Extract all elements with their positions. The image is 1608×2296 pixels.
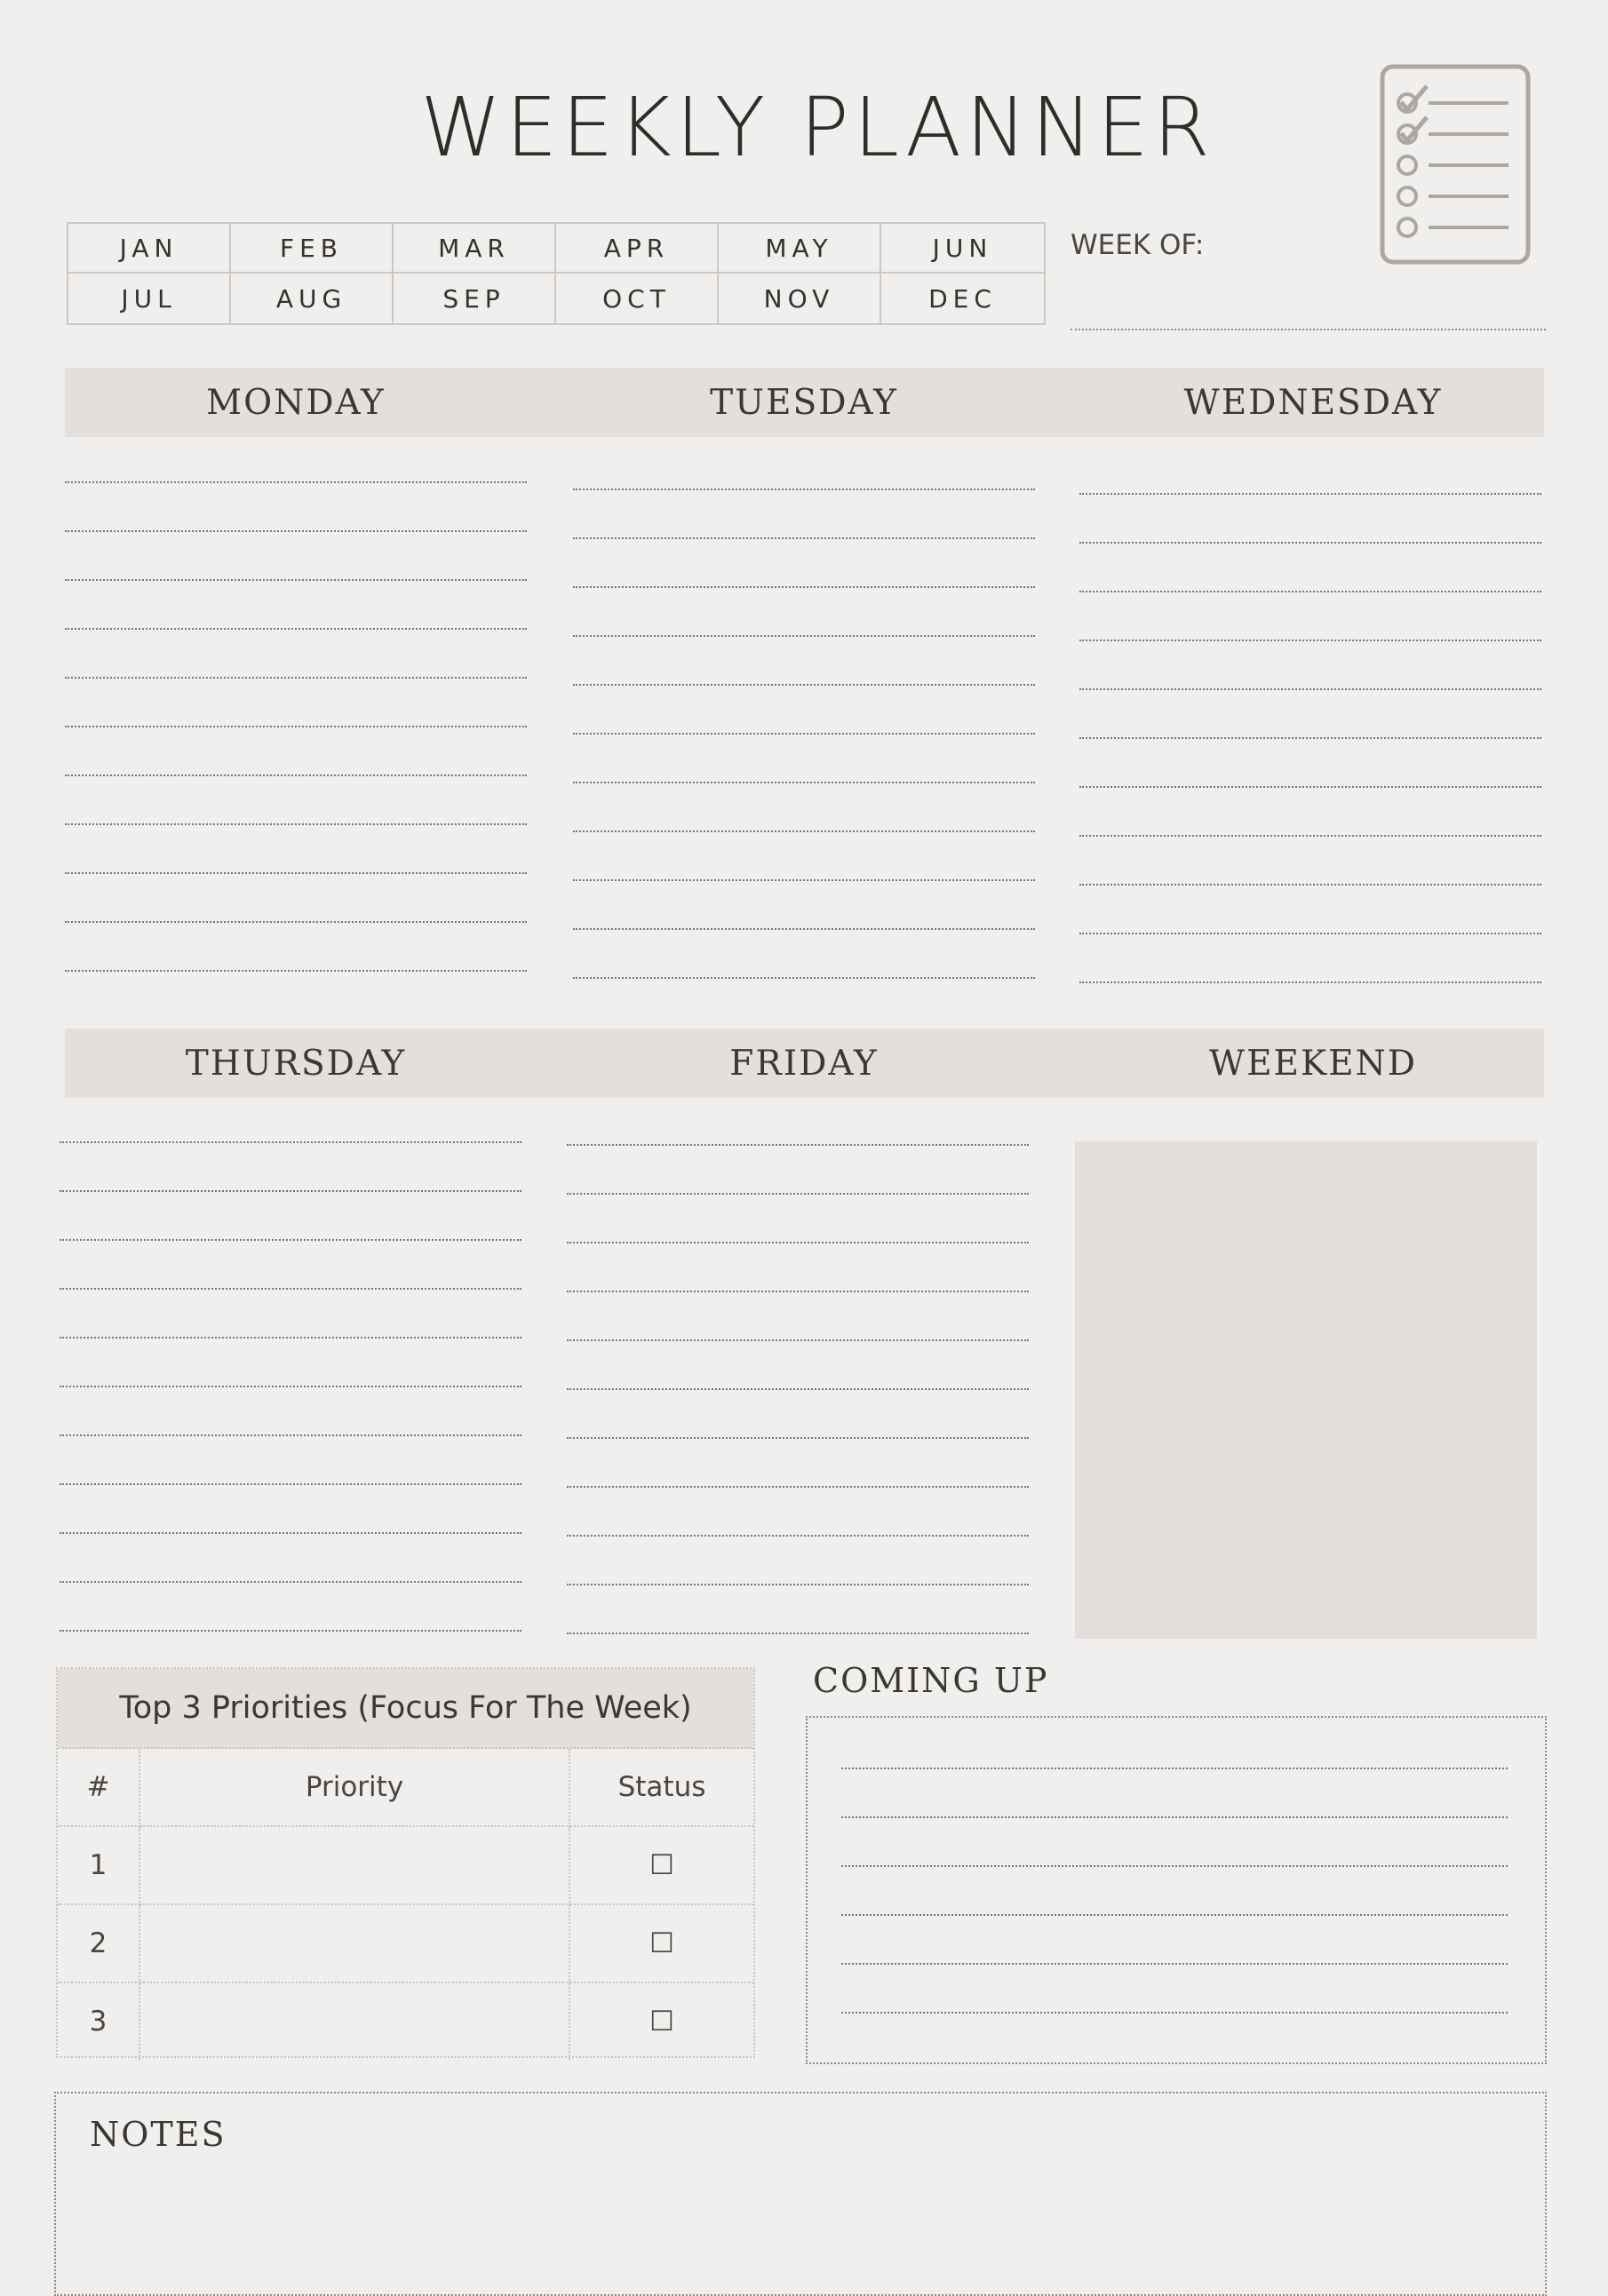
day-label-friday: FRIDAY [729, 1043, 879, 1084]
writing-line [1079, 737, 1541, 739]
writing-line [60, 1288, 521, 1290]
day-label-weekend: WEEKEND [1208, 1043, 1418, 1084]
month-jul[interactable]: JUL [68, 274, 231, 323]
priority-cell[interactable] [139, 1982, 569, 2060]
priority-cell[interactable] [139, 1826, 569, 1904]
writing-line [567, 1193, 1029, 1195]
column-header-number: # [58, 1749, 139, 1826]
column-header-priority: Priority [139, 1749, 569, 1826]
writing-line [65, 628, 527, 630]
writing-line [567, 1633, 1029, 1634]
writing-line [60, 1434, 521, 1436]
writing-line [60, 1190, 521, 1192]
week-of-label: WEEK OF: [1071, 229, 1205, 261]
day-header-band-1 [65, 368, 1544, 437]
day-label-thursday: THURSDAY [185, 1043, 407, 1084]
writing-line [573, 782, 1035, 783]
coming-up-box[interactable] [806, 1716, 1547, 2064]
coming-up-line [841, 1963, 1508, 1965]
writing-line [65, 921, 527, 923]
writing-line [573, 489, 1035, 490]
writing-line [1079, 835, 1541, 837]
writing-line [567, 1242, 1029, 1243]
table-row [58, 1826, 753, 1904]
status-checkbox[interactable]: ☐ [569, 1826, 753, 1904]
writing-line [65, 579, 527, 581]
status-checkbox[interactable]: ☐ [569, 1904, 753, 1982]
writing-line [60, 1483, 521, 1485]
row-number: 1 [58, 1826, 139, 1904]
writing-line [1079, 786, 1541, 788]
month-sep[interactable]: SEP [394, 274, 556, 323]
writing-line [65, 677, 527, 679]
day-label-tuesday: TUESDAY [710, 382, 898, 423]
writing-line [573, 537, 1035, 539]
coming-up-line [841, 1768, 1508, 1769]
column-header-status: Status [569, 1749, 753, 1826]
writing-line [573, 684, 1035, 686]
row-number: 2 [58, 1904, 139, 1982]
week-of-field[interactable] [1071, 329, 1546, 330]
month-jun[interactable]: JUN [881, 224, 1044, 274]
writing-line [1079, 493, 1541, 495]
writing-line [567, 1291, 1029, 1292]
weekend-box[interactable] [1075, 1141, 1537, 1639]
row-number: 3 [58, 1982, 139, 2060]
writing-line [567, 1388, 1029, 1390]
writing-line [1079, 542, 1541, 544]
notes-box[interactable] [54, 2092, 1547, 2296]
month-apr[interactable]: APR [556, 224, 719, 274]
writing-line [573, 586, 1035, 588]
notes-label: NOTES [90, 2115, 227, 2154]
month-dec[interactable]: DEC [928, 283, 997, 314]
writing-line [573, 879, 1035, 881]
day-label-monday: MONDAY [206, 382, 386, 423]
writing-line [65, 481, 527, 483]
writing-line [65, 823, 527, 825]
table-row [58, 1982, 753, 2060]
coming-up-line [841, 1816, 1508, 1818]
writing-line [60, 1239, 521, 1241]
writing-line [65, 775, 527, 776]
month-aug[interactable]: AUG [231, 274, 394, 323]
writing-line [65, 530, 527, 532]
coming-up-line [841, 1865, 1508, 1867]
checklist-icon [1380, 64, 1531, 265]
writing-line [1079, 884, 1541, 886]
day-label-wednesday: WEDNESDAY [1183, 382, 1443, 423]
coming-up-line [841, 2012, 1508, 2014]
writing-line [567, 1339, 1029, 1341]
writing-line [60, 1532, 521, 1534]
month-mar[interactable]: MAR [394, 224, 556, 274]
writing-line [65, 726, 527, 727]
writing-line [65, 970, 527, 972]
page-title: WEEKLY PLANNER [420, 80, 1214, 175]
coming-up-line [841, 1914, 1508, 1916]
writing-line [573, 928, 1035, 930]
status-checkbox[interactable]: ☐ [569, 1982, 753, 2060]
writing-line [60, 1630, 521, 1632]
month-grid [67, 222, 1046, 325]
month-oct[interactable]: OCT [556, 274, 719, 323]
writing-line [1079, 688, 1541, 690]
writing-line [567, 1144, 1029, 1146]
priorities-table [58, 1749, 753, 2060]
writing-line [60, 1337, 521, 1339]
coming-up-label: COMING UP [813, 1661, 1049, 1700]
writing-line [573, 977, 1035, 979]
writing-line [573, 733, 1035, 735]
writing-line [573, 635, 1035, 637]
table-row [58, 1904, 753, 1982]
writing-line [1079, 933, 1541, 934]
priority-cell[interactable] [139, 1904, 569, 1982]
writing-line [1079, 591, 1541, 592]
writing-line [567, 1437, 1029, 1439]
writing-line [567, 1486, 1029, 1488]
writing-line [567, 1535, 1029, 1537]
writing-line [1079, 981, 1541, 983]
day-header-band-2 [65, 1029, 1544, 1098]
month-feb[interactable]: FEB [231, 224, 394, 274]
writing-line [573, 830, 1035, 832]
month-jan[interactable]: JAN [68, 224, 231, 274]
month-nov[interactable]: NOV [719, 274, 881, 323]
priorities-heading: Top 3 Priorities (Focus For The Week) [58, 1669, 753, 1749]
writing-line [1079, 640, 1541, 641]
writing-line [60, 1141, 521, 1143]
priorities-panel [56, 1667, 755, 2058]
writing-line [60, 1581, 521, 1583]
writing-line [65, 872, 527, 874]
writing-line [567, 1584, 1029, 1585]
month-may[interactable]: MAY [719, 224, 881, 274]
writing-line [60, 1386, 521, 1387]
